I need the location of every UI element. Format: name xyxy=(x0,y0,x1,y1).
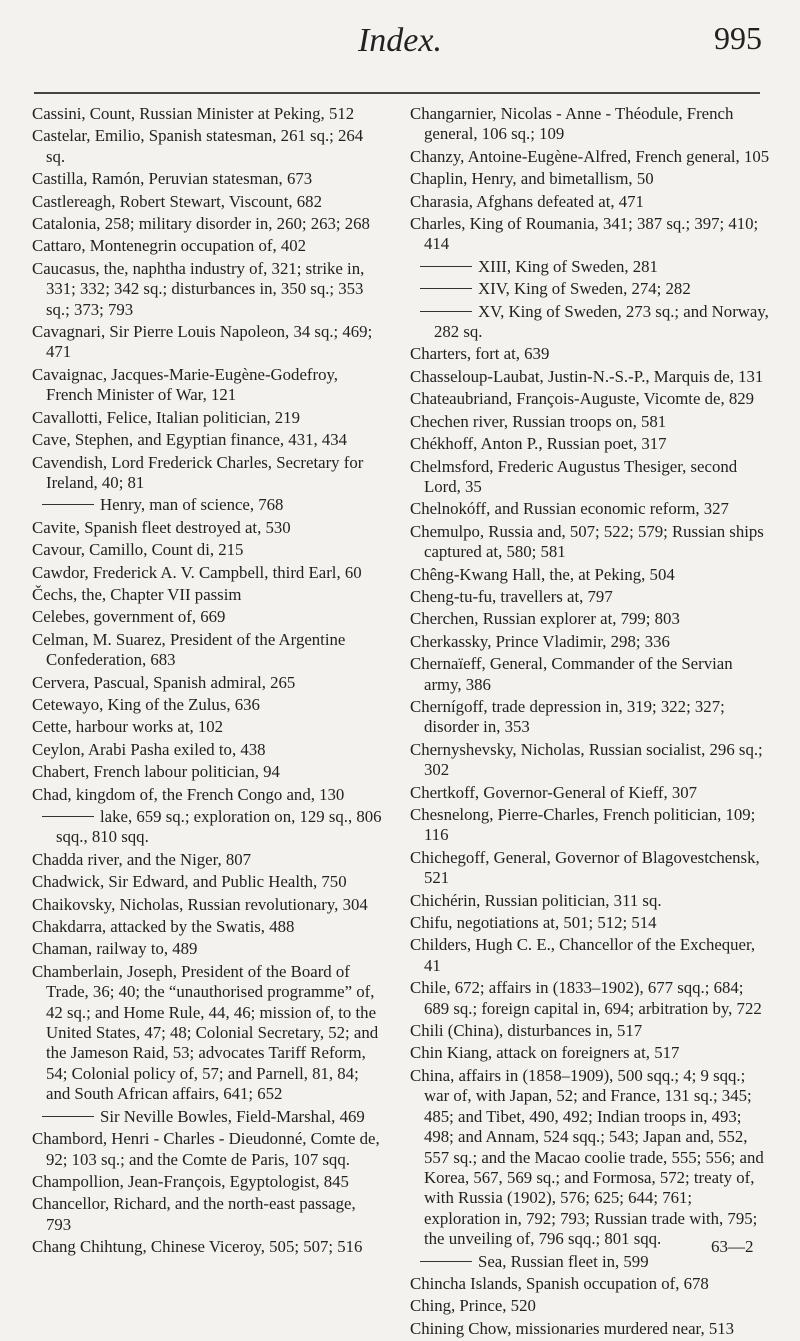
index-entry xyxy=(32,1172,384,1192)
index-entry xyxy=(32,630,384,671)
entry-text: Chang Chihtung, Chinese Viceroy, 505; 507; 516 xyxy=(32,1237,363,1257)
entry-text: Cavendish, Lord Frederick Charles, Secretary for Ireland, 40; 81 xyxy=(32,452,364,492)
entry-text: Cavaignac, Jacques-Marie-Eugène-Godefroy, French Minister of War, 121 xyxy=(32,364,338,405)
entry-text: Cavagnari, Sir Pierre Louis Napoleon, 34 sq.; 469; 471 xyxy=(32,322,373,362)
entry-text: Chincha Islands, Spanish occupation of, 678 xyxy=(410,1273,709,1293)
entry-text: Chemulpo, Russia and, 507; 522; 579; Russian ships captured at, 580; 581 xyxy=(410,521,764,562)
entry-text: Chasseloup-Laubat, Justin-N.-S.-P., Marquis de, 131 xyxy=(410,366,764,386)
index-column-left xyxy=(32,104,384,1260)
index-entry xyxy=(410,169,770,189)
repeat-dash xyxy=(420,288,472,289)
index-entry xyxy=(410,412,770,432)
index-entry xyxy=(410,587,770,607)
repeat-dash xyxy=(42,504,94,505)
index-entry xyxy=(410,214,770,255)
entry-text: Caucasus, the, naphtha industry of, 321; strike in, 331; 332; 342 sq.; disturbances in, 350 sq.; 353 sq.; 373; 793 xyxy=(32,258,365,319)
entry-text: Cherkassky, Prince Vladimir, 298; 336 xyxy=(410,631,670,651)
index-entry xyxy=(410,978,770,1019)
repeat-dash xyxy=(420,266,472,267)
repeat-dash xyxy=(42,816,94,817)
index-entry xyxy=(410,389,770,409)
index-entry xyxy=(410,935,770,976)
entry-text: Chaikovsky, Nicholas, Russian revolutionary, 304 xyxy=(32,894,368,914)
page-header xyxy=(0,0,800,100)
index-entry xyxy=(32,939,384,959)
entry-text: Chelmsford, Frederic Augustus Thesiger, second Lord, 35 xyxy=(410,456,738,496)
index-subentry xyxy=(410,279,770,299)
entry-text: XIV, King of Sweden, 274; 282 xyxy=(478,279,691,299)
index-entry xyxy=(32,585,384,605)
index-entry xyxy=(410,632,770,652)
entry-text: Chamberlain, Joseph, President of the Board of Trade, 36; 40; the “unauthorised programme” of, 42 sq.; and Home Rule, 44, 46; mission of, to the United States, 47; 48; Colonial Secretary, 52; and the Jameson Raid, 53; advocates Tariff Reform, 54; Colonial policy of, 57; and Parnell, 81, 84; and South African affairs, 641; 652 xyxy=(32,961,379,1104)
entry-text: Celebes, government of, 669 xyxy=(32,607,226,627)
index-entry xyxy=(410,654,770,695)
index-entry xyxy=(410,457,770,498)
entry-text: Cetewayo, King of the Zulus, 636 xyxy=(32,694,260,714)
entry-text: Chaplin, Henry, and bimetallism, 50 xyxy=(410,169,654,189)
index-entry xyxy=(410,697,770,738)
entry-text: lake, 659 sq.; exploration on, 129 sq., 806 sqq., 810 sqq. xyxy=(56,807,382,847)
index-entry xyxy=(410,783,770,803)
index-entry xyxy=(32,607,384,627)
index-entry xyxy=(32,762,384,782)
index-entry xyxy=(32,192,384,212)
index-entry xyxy=(410,499,770,519)
entry-text: Chêng-Kwang Hall, the, at Peking, 504 xyxy=(410,564,675,584)
index-entry xyxy=(410,609,770,629)
index-entry xyxy=(32,518,384,538)
index-entry xyxy=(32,695,384,715)
index-entry xyxy=(32,1237,384,1257)
entry-text: Chateaubriand, François-Auguste, Vicomte de, 829 xyxy=(410,389,755,409)
entry-text: Chernaïeff, General, Commander of the Servian army, 386 xyxy=(410,654,733,694)
entry-text: Chancellor, Richard, and the north-east passage, 793 xyxy=(32,1194,356,1234)
header-rule xyxy=(34,92,760,94)
index-entry xyxy=(410,344,770,364)
entry-text: Henry, man of science, 768 xyxy=(100,495,284,515)
index-entry xyxy=(32,214,384,234)
index-entry xyxy=(32,430,384,450)
index-entry xyxy=(32,169,384,189)
entry-text: Champollion, Jean-François, Egyptologist, 845 xyxy=(32,1171,349,1191)
entry-text: Chichegoff, General, Governor of Blagovestchensk, 521 xyxy=(410,847,760,888)
entry-text: Chakdarra, attacked by the Swatis, 488 xyxy=(32,917,295,937)
entry-text: Sea, Russian fleet in, 599 xyxy=(478,1251,649,1271)
repeat-dash xyxy=(42,1116,94,1117)
entry-text: China, affairs in (1858–1909), 500 sqq.; 4; 9 sqq.; war of, with Japan, 52; and France, 131 sq.; 345; 485; and Tibet, 490, 492; Indian troops in, 493; 498; and Annam, 524 sqq.; 543; Japan and, 552, 557 sq.; and the Macao coolie trade, 555; 556; and Korea, 567, 569 sq.; and Formosa, 572; treaty of, with Russia (1902), 576; 625; 644; 761; exploration in, 792; 793; Russian trade with, 795; the unveiling of, 796 sqq.; 801 sqq. xyxy=(410,1065,764,1249)
index-column-right xyxy=(410,104,770,1341)
index-entry xyxy=(410,192,770,212)
index-entry xyxy=(32,962,384,1105)
entry-text: Charasia, Afghans defeated at, 471 xyxy=(410,191,644,211)
entry-text: Changarnier, Nicolas - Anne - Théodule, French general, 106 sq.; 109 xyxy=(410,104,734,144)
index-entry xyxy=(410,522,770,563)
entry-text: Chelnokóff, and Russian economic reform, 327 xyxy=(410,499,729,519)
entry-text: Chernyshevsky, Nicholas, Russian socialist, 296 sq.; 302 xyxy=(410,739,763,780)
index-entry xyxy=(32,453,384,494)
entry-text: Chambord, Henri - Charles - Dieudonné, Comte de, 92; 103 sq.; and the Comte de Paris, 107 sqq. xyxy=(32,1129,380,1169)
index-entry xyxy=(410,1066,770,1250)
index-subentry xyxy=(32,1107,384,1127)
entry-text: Charles, King of Roumania, 341; 387 sq.; 397; 410; 414 xyxy=(410,214,759,254)
entry-text: Catalonia, 258; military disorder in, 260; 263; 268 xyxy=(32,214,370,234)
entry-text: Chad, kingdom of, the French Congo and, 130 xyxy=(32,784,345,804)
index-entry xyxy=(410,1274,770,1294)
entry-text: Cherchen, Russian explorer at, 799; 803 xyxy=(410,609,680,629)
entry-text: Cawdor, Frederick A. V. Campbell, third Earl, 60 xyxy=(32,562,362,582)
index-entry xyxy=(32,1129,384,1170)
entry-text: Castelar, Emilio, Spanish statesman, 261 sq.; 264 sq. xyxy=(32,126,364,166)
index-entry xyxy=(410,740,770,781)
index-entry xyxy=(410,891,770,911)
entry-text: Chile, 672; affairs in (1833–1902), 677 sqq.; 684; 689 sq.; foreign capital in, 694; arbitration by, 722 xyxy=(410,978,762,1018)
repeat-dash xyxy=(420,1261,472,1262)
index-entry xyxy=(32,740,384,760)
entry-text: Chertkoff, Governor-General of Kieff, 307 xyxy=(410,782,698,802)
entry-text: Chechen river, Russian troops on, 581 xyxy=(410,411,667,431)
index-entry xyxy=(32,408,384,428)
entry-text: XIII, King of Sweden, 281 xyxy=(478,256,658,276)
running-title: Index. xyxy=(357,22,442,59)
entry-text: Chaman, railway to, 489 xyxy=(32,939,198,959)
index-entry xyxy=(32,1194,384,1235)
index-entry xyxy=(410,565,770,585)
index-entry xyxy=(410,848,770,889)
index-entry xyxy=(32,785,384,805)
index-subentry xyxy=(410,257,770,277)
entry-text: XV, King of Sweden, 273 sq.; and Norway, 282 sq. xyxy=(434,301,769,342)
entry-text: Chining Chow, missionaries murdered near, 513 xyxy=(410,1318,735,1338)
index-entry xyxy=(32,872,384,892)
index-entry xyxy=(32,365,384,406)
page-number: 995 xyxy=(714,20,762,56)
index-subentry xyxy=(32,495,384,515)
entry-text: Cervera, Pascual, Spanish admiral, 265 xyxy=(32,672,296,692)
repeat-dash xyxy=(420,311,472,312)
entry-text: Charters, fort at, 639 xyxy=(410,344,550,364)
index-entry xyxy=(410,1296,770,1316)
index-entry xyxy=(410,367,770,387)
index-entry xyxy=(410,1319,770,1339)
index-entry xyxy=(32,917,384,937)
entry-text: Cattaro, Montenegrin occupation of, 402 xyxy=(32,236,307,256)
entry-text: Chékhoff, Anton P., Russian poet, 317 xyxy=(410,434,667,454)
index-entry xyxy=(32,850,384,870)
entry-text: Castlereagh, Robert Stewart, Viscount, 682 xyxy=(32,191,322,211)
entry-text: Chanzy, Antoine-Eugène-Alfred, French general, 105 xyxy=(410,146,770,166)
entry-text: Chili (China), disturbances in, 517 xyxy=(410,1021,643,1041)
entry-text: Sir Neville Bowles, Field-Marshal, 469 xyxy=(100,1106,365,1126)
index-entry xyxy=(32,895,384,915)
index-entry xyxy=(32,673,384,693)
index-subentry xyxy=(410,302,770,343)
entry-text: Čechs, the, Chapter VII passim xyxy=(32,584,242,604)
entry-text: Chabert, French labour politician, 94 xyxy=(32,762,280,782)
entry-text: Ceylon, Arabi Pasha exiled to, 438 xyxy=(32,739,266,759)
entry-text: Cavite, Spanish fleet destroyed at, 530 xyxy=(32,517,291,537)
entry-text: Cheng-tu-fu, travellers at, 797 xyxy=(410,586,613,606)
entry-text: Chernígoff, trade depression in, 319; 322; 327; disorder in, 353 xyxy=(410,696,725,737)
index-entry xyxy=(32,563,384,583)
entry-text: Cassini, Count, Russian Minister at Peking, 512 xyxy=(32,104,355,123)
entry-text: Cavallotti, Felice, Italian politician, 219 xyxy=(32,407,300,427)
index-entry xyxy=(32,540,384,560)
index-entry xyxy=(32,259,384,320)
index-entry xyxy=(32,236,384,256)
entry-text: Castilla, Ramón, Peruvian statesman, 673 xyxy=(32,169,313,189)
entry-text: Cave, Stephen, and Egyptian finance, 431, 434 xyxy=(32,430,348,450)
index-entry xyxy=(32,126,384,167)
index-entry xyxy=(410,805,770,846)
entry-text: Cette, harbour works at, 102 xyxy=(32,717,224,737)
entry-text: Childers, Hugh C. E., Chancellor of the Exchequer, 41 xyxy=(410,935,756,975)
signature-mark: 63—2 xyxy=(711,1237,754,1256)
entry-text: Chadwick, Sir Edward, and Public Health, 750 xyxy=(32,872,347,892)
index-entry xyxy=(32,104,384,124)
entry-text: Celman, M. Suarez, President of the Argentine Confederation, 683 xyxy=(32,629,346,670)
index-entry xyxy=(410,1021,770,1041)
index-entry xyxy=(410,913,770,933)
index-entry xyxy=(32,322,384,363)
entry-text: Chifu, negotiations at, 501; 512; 514 xyxy=(410,913,657,933)
entry-text: Chichérin, Russian politician, 311 sq. xyxy=(410,890,662,910)
entry-text: Cavour, Camillo, Count di, 215 xyxy=(32,540,244,560)
entry-text: Chin Kiang, attack on foreigners at, 517 xyxy=(410,1043,680,1063)
index-entry xyxy=(32,717,384,737)
index-entry xyxy=(410,1043,770,1063)
entry-text: Ching, Prince, 520 xyxy=(410,1296,536,1316)
index-entry xyxy=(410,147,770,167)
entry-text: Chadda river, and the Niger, 807 xyxy=(32,849,252,869)
index-subentry xyxy=(32,807,384,848)
index-entry xyxy=(410,104,770,145)
index-entry xyxy=(410,434,770,454)
entry-text: Chesnelong, Pierre-Charles, French politician, 109; 116 xyxy=(410,805,756,845)
